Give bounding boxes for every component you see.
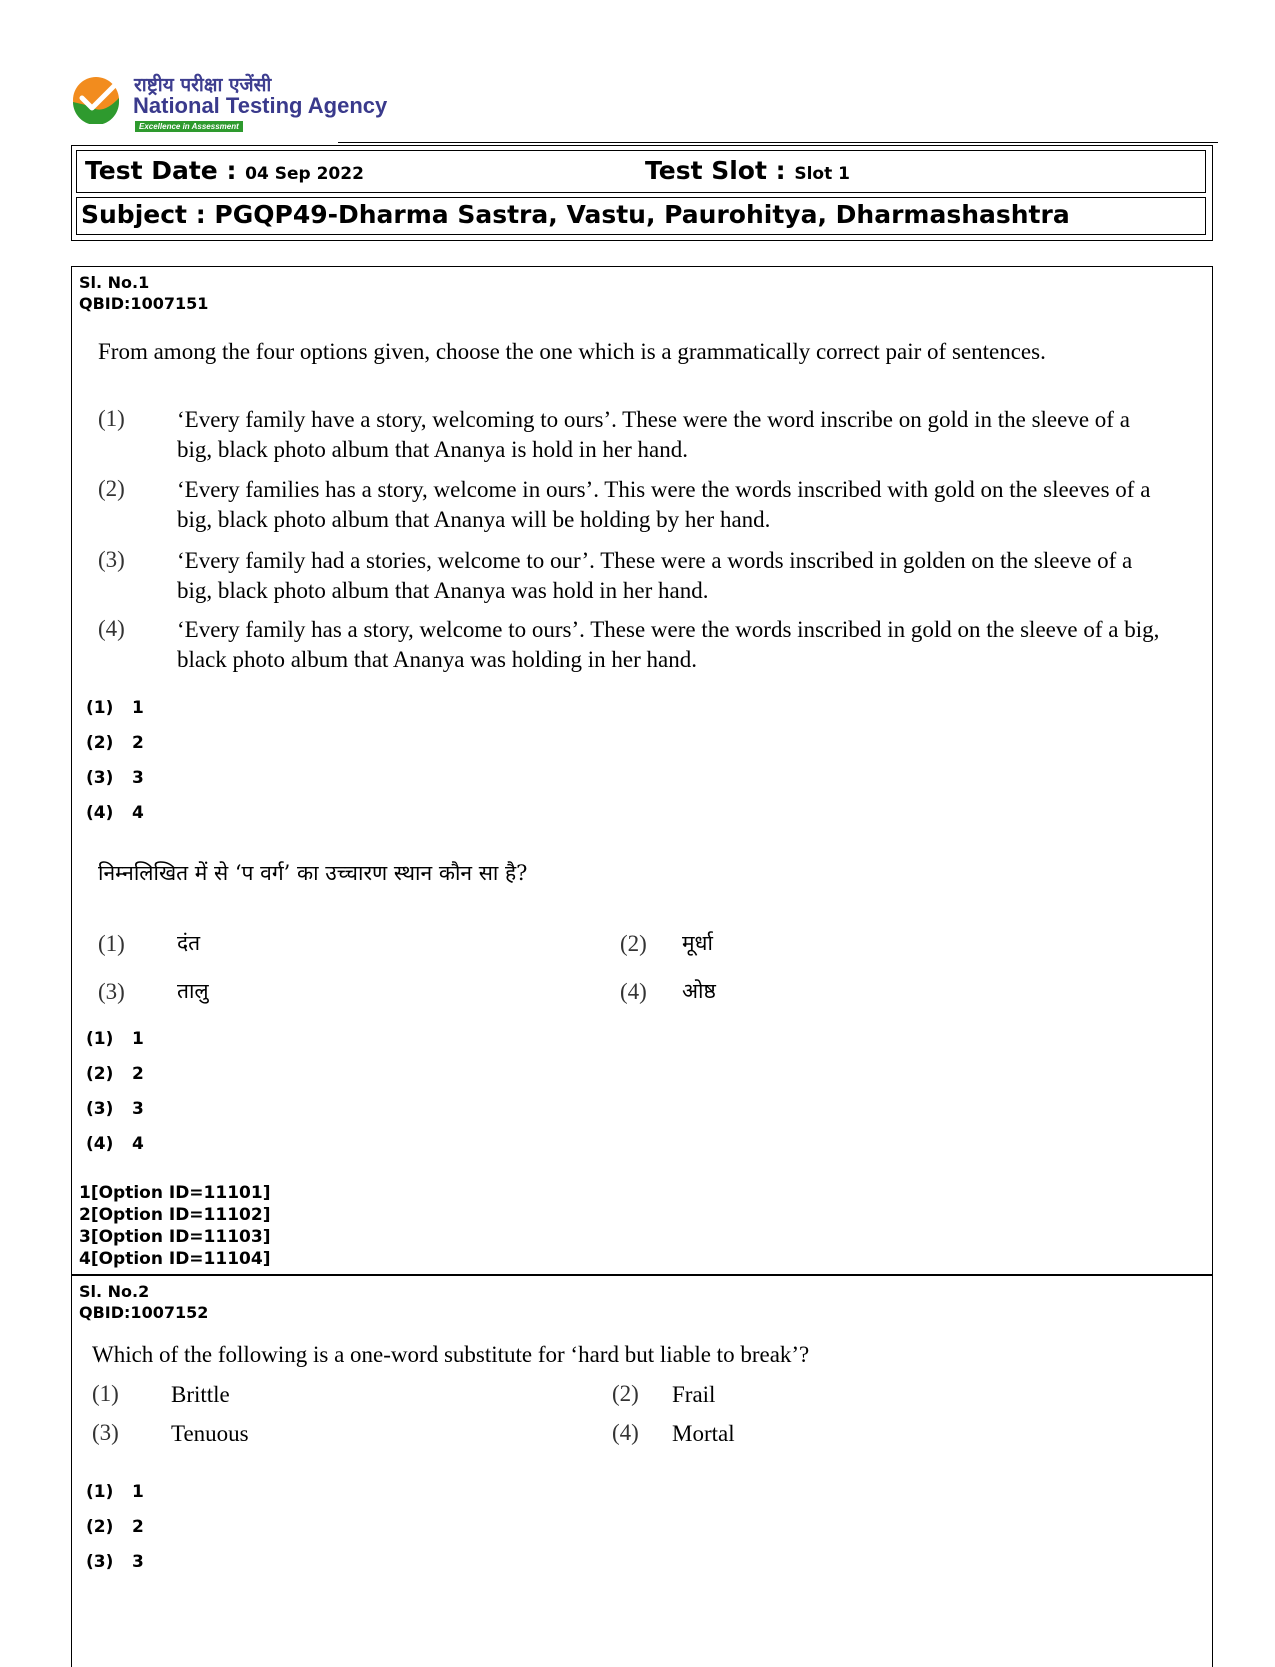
answer-choice[interactable]: (1) 1 — [86, 698, 144, 718]
question-1-stem: From among the four options given, choose the one which is a grammatically correct pair of sentences. — [98, 339, 1046, 364]
option-text: Brittle — [171, 1382, 230, 1407]
option-number: (2) — [98, 476, 125, 501]
option-text: ‘Every family has a story, welcome to ours’. These were the words inscribed in gold on the sleeve of a big, black photo album that Ananya was holding in her hand. — [177, 617, 1160, 672]
answer-choice[interactable]: (3) 3 — [86, 1099, 144, 1119]
option-text: ‘Every family had a stories, welcome to our’. These were a words inscribed in golden on the sleeve of a big, black photo album that Ananya was hold in her hand. — [177, 548, 1133, 603]
option-text: Tenuous — [171, 1421, 249, 1446]
option-number: (1) — [98, 931, 125, 956]
option-text: Mortal — [672, 1421, 735, 1446]
answer-choice[interactable]: (2) 2 — [86, 733, 144, 753]
option-id: 2[Option ID=11102] — [79, 1205, 271, 1225]
hindi-question-stem: निम्नलिखित में से ‘प वर्ग’ का उच्चारण स्थान कौन सा है? — [98, 861, 528, 885]
option-id: 1[Option ID=11101] — [79, 1183, 271, 1203]
question-divider — [71, 1274, 1213, 1276]
answer-choice[interactable]: (4) 4 — [86, 803, 144, 823]
logo-tagline: Excellence in Assessment — [135, 121, 243, 132]
test-date-slot-row — [76, 150, 1206, 193]
test-slot-value: Slot 1 — [794, 164, 850, 184]
hindi-option-text: मूर्धा — [682, 931, 713, 955]
test-date-value: 04 Sep 2022 — [245, 164, 364, 184]
question-2-stem: Which of the following is a one-word substitute for ‘hard but liable to break’? — [92, 1342, 810, 1367]
header-top-rule — [338, 142, 1218, 143]
option-number: (2) — [612, 1381, 639, 1406]
option-text: Frail — [672, 1382, 716, 1407]
test-slot — [645, 156, 850, 185]
question-2-meta — [79, 1281, 208, 1323]
option-text: ‘Every families has a story, welcome in ours’. This were the words inscribed with gold on the sleeves of a big, black photo album that Ananya will be holding by her hand. — [177, 477, 1151, 532]
qbid: QBID:1007151 — [79, 294, 209, 313]
option-number: (3) — [92, 1420, 119, 1445]
option-id: 4[Option ID=11104] — [79, 1249, 271, 1269]
hindi-option-text: ओष्ठ — [682, 979, 716, 1003]
subject-title: Subject : PGQP49-Dharma Sastra, Vastu, Paurohitya, Dharmashashtra — [81, 200, 1070, 229]
logo-english-name: National Testing Agency — [133, 93, 388, 118]
hindi-option-text: तालु — [177, 979, 209, 1003]
test-slot-label: Test Slot : — [645, 156, 786, 185]
test-date — [85, 156, 364, 185]
option-number: (4) — [620, 979, 647, 1004]
question-1-meta — [79, 272, 208, 314]
option-number: (1) — [98, 406, 125, 431]
qbid: QBID:1007152 — [79, 1303, 209, 1322]
answer-choice[interactable]: (4) 4 — [86, 1134, 144, 1154]
option-number: (3) — [98, 547, 125, 572]
answer-choice[interactable]: (3) 3 — [86, 1552, 144, 1572]
option-text: ‘Every family have a story, welcoming to ours’. These were the word inscribe on gold in the sleeve of a big, black photo album that Ananya is hold in her hand. — [177, 407, 1130, 462]
answer-choice[interactable]: (2) 2 — [86, 1064, 144, 1084]
answer-choice[interactable]: (1) 1 — [86, 1029, 144, 1049]
option-number: (2) — [620, 931, 647, 956]
answer-choice[interactable]: (1) 1 — [86, 1482, 144, 1502]
test-date-label: Test Date : — [85, 156, 237, 185]
option-number: (3) — [98, 979, 125, 1004]
subject-row — [76, 197, 1206, 235]
sl-no: Sl. No.2 — [79, 1282, 150, 1301]
test-header — [71, 145, 1213, 241]
option-id: 3[Option ID=11103] — [79, 1227, 271, 1247]
option-number: (4) — [612, 1420, 639, 1445]
nta-logo — [72, 73, 392, 135]
answer-choice[interactable]: (3) 3 — [86, 768, 144, 788]
nta-tick-logo-icon — [72, 76, 120, 124]
logo-hindi-name: राष्ट्रीय परीक्षा एजेंसी — [134, 74, 272, 96]
option-number: (1) — [92, 1381, 119, 1406]
option-number: (4) — [98, 616, 125, 641]
option-id-list — [79, 1182, 270, 1270]
answer-choice[interactable]: (2) 2 — [86, 1517, 144, 1537]
sl-no: Sl. No.1 — [79, 273, 150, 292]
hindi-option-text: दंत — [177, 931, 201, 955]
